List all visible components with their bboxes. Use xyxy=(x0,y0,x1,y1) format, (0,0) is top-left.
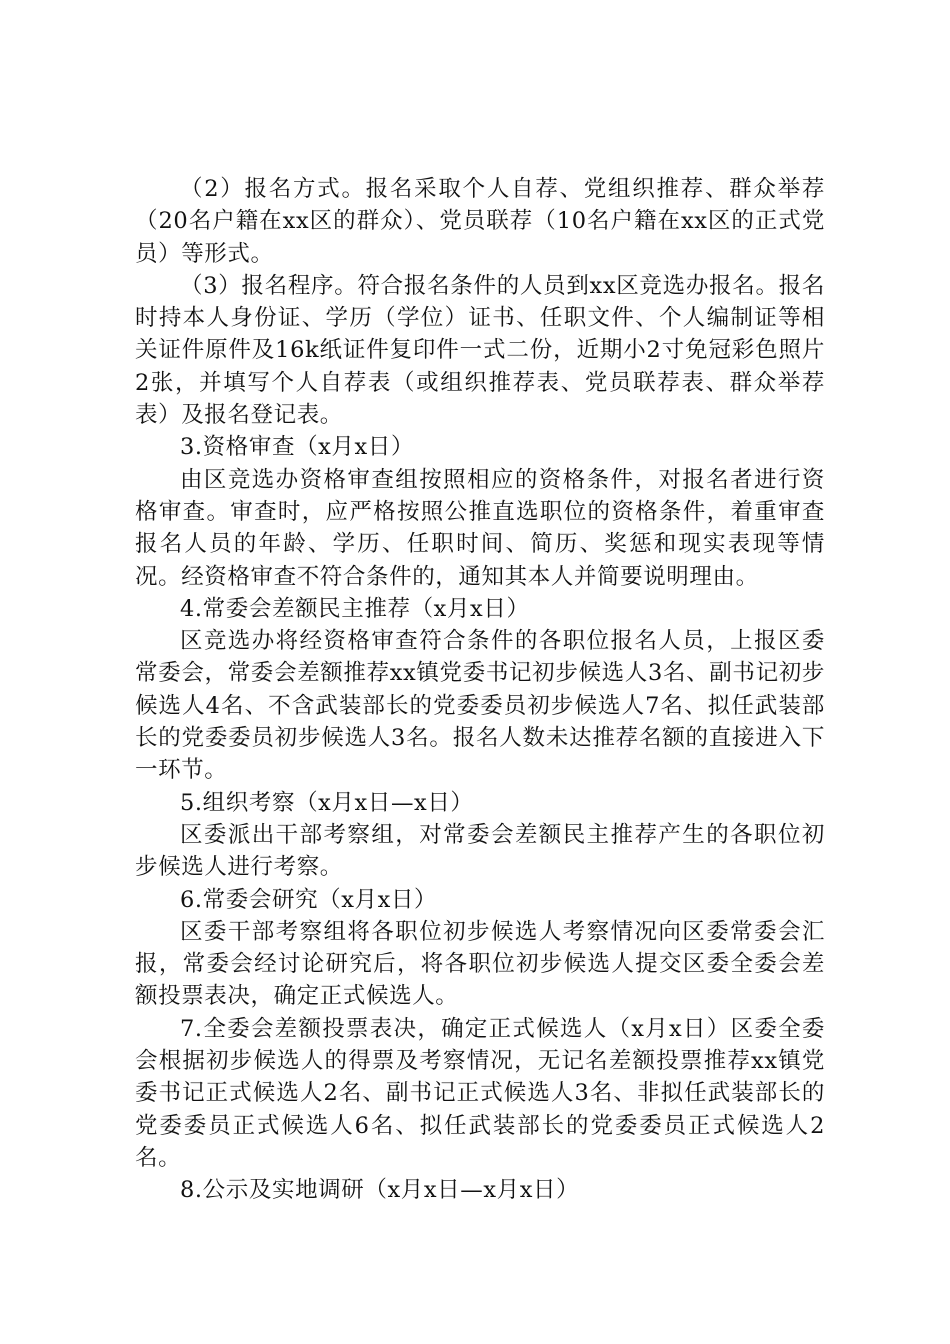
paragraph-qualification-review: 由区竞选办资格审查组按照相应的资格条件，对报名者进行资格审查。审查时，应严格按照公推直选职位的资格条件，着重审查报名人员的年龄、学历、任职时间、简历、奖惩和现实表现等情况。经资格审查不符合条件的，通知其本人并简要说明理由。 xyxy=(135,466,825,590)
heading-publicity-and-research: 8.公示及实地调研（x月x日—x月x日） xyxy=(180,1177,580,1204)
paragraph-full-committee-vote: 7.全委会差额投票表决，确定正式候选人（x月x日）区委全委会根据初步候选人的得票及考察情况，无记名差额投票推荐xx镇党委书记正式候选人2名、副书记正式候选人3名、非拟任武装部长的党委委员正式候选人6名、拟任武装部长的党委委员正式候选人2名。 xyxy=(135,1015,825,1171)
paragraph-standing-committee-study: 区委干部考察组将各职位初步候选人考察情况向区委常委会汇报，常委会经讨论研究后，将各职位初步候选人提交区委全委会差额投票表决，确定正式候选人。 xyxy=(135,918,825,1010)
heading-qualification-review: 3.资格审查（x月x日） xyxy=(180,434,415,461)
paragraph-registration-method: （2）报名方式。报名采取个人自荐、党组织推荐、群众举荐（20名户籍在xx区的群众）、党员联荐（10名户籍在xx区的正式党员）等形式。 xyxy=(135,176,825,267)
heading-standing-committee-recommendation: 4.常委会差额民主推荐（x月x日） xyxy=(180,595,530,622)
document-page xyxy=(135,173,825,1207)
heading-organizational-inspection: 5.组织考察（x月x日—x日） xyxy=(180,789,474,816)
paragraph-organizational-inspection: 区委派出干部考察组，对常委会差额民主推荐产生的各职位初步候选人进行考察。 xyxy=(135,821,825,881)
heading-standing-committee-study: 6.常委会研究（x月x日） xyxy=(180,886,438,913)
paragraph-standing-committee-recommendation: 区竞选办将经资格审查符合条件的各职位报名人员，上报区委常委会，常委会差额推荐xx镇党委书记初步候选人3名、副书记初步候选人4名、不含武装部长的党委委员初步候选人7名、拟任武装部长的党委委员初步候选人3名。报名人数未达推荐名额的直接进入下一环节。 xyxy=(135,628,825,784)
paragraph-registration-procedure: （3）报名程序。符合报名条件的人员到xx区竞选办报名。报名时持本人身份证、学历（学位）证书、任职文件、个人编制证等相关证件原件及16k纸证件复印件一式二份，近期小2寸免冠彩色照片2张，并填写个人自荐表（或组织推荐表、党员联荐表、群众举荐表）及报名登记表。 xyxy=(135,272,825,429)
